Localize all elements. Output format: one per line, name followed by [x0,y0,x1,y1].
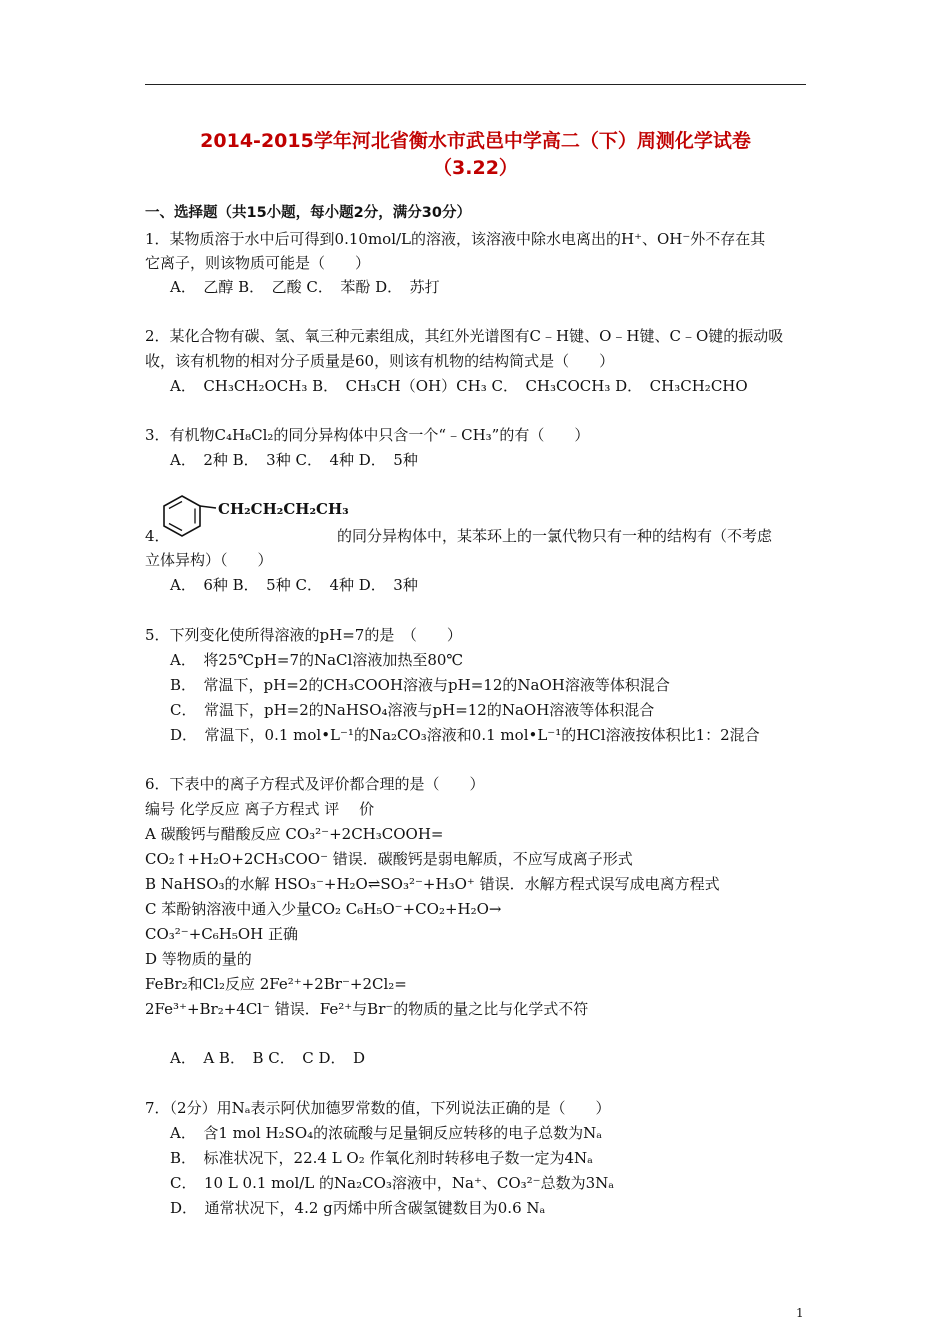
q6-row-d-line3: 2Fe³⁺+Br₂+4Cl⁻ 错误．Fe²⁺与Br⁻的物质的量之比与化学式不符 [145,1000,589,1018]
q7-option-b: B． 标准状况下，22.4 L O₂ 作氧化剂时转移电子数一定为4Nₐ [170,1149,593,1167]
q6-options: A． A B． B C． C D． D [170,1049,366,1067]
q5-option-a: A． 将25℃pH=7的NaCl溶液加热至80℃ [170,651,464,669]
q2-options: A． CH₃CH₂OCH₃ B． CH₃CH（OH）CH₃ C． CH₃COCH₃ D． CH₃CH₂CHO [170,377,748,395]
q7-option-a: A． 含1 mol H₂SO₄的浓硫酸与足量铜反应转移的电子总数为Nₐ [170,1124,603,1142]
q1-stem-line1: 1．某物质溶于水中后可得到0.10mol/L的溶液，该溶液中除水电离出的H⁺、OH⁻外不存在其 [145,230,766,248]
q4-options: A． 6种 B． 5种 C． 4种 D． 3种 [170,576,418,594]
page-number: 1 [796,1306,804,1320]
q1-stem-line2: 它离子，则该物质可能是（ ） [145,254,371,272]
q2-stem-line2: 收，该有机物的相对分子质量是60，则该有机物的结构简式是（ ） [145,352,615,370]
section-heading: 一、选择题（共15小题，每小题2分，满分30分） [145,205,471,221]
q7-option-c: C． 10 L 0.1 mol/L 的Na₂CO₃溶液中，Na⁺、CO₃²⁻总数为3Nₐ [170,1174,615,1192]
q6-row-c-line2: CO₃²⁻+C₆H₅OH 正确 [145,925,299,943]
q5-option-d: D． 常温下，0.1 mol•L⁻¹的Na₂CO₃溶液和0.1 mol•L⁻¹的HCl溶液按体积比1：2混合 [170,726,760,744]
q3-stem: 3．有机物C₄H₈Cl₂的同分异构体中只含一个“﹣CH₃”的有（ ） [145,426,590,444]
side-chain-bond [200,506,216,508]
q7-option-d: D． 通常状况下，4.2 g丙烯中所含碳氢键数目为0.6 Nₐ [170,1199,546,1217]
q6-row-a-line2: CO₂↑+H₂O+2CH₃COO⁻ 错误．碳酸钙是弱电解质，不应写成离子形式 [145,850,633,868]
q6-row-b: B NaHSO₃的水解 HSO₃⁻+H₂O⇌SO₃²⁻+H₃O⁺ 错误．水解方程式误写成电离方程式 [145,875,720,893]
document-title-date: （3.22） [433,157,518,179]
q6-stem: 6．下表中的离子方程式及评价都合理的是（ ） [145,775,485,793]
q6-row-d-line2: FeBr₂和Cl₂反应 2Fe²⁺+2Br⁻+2Cl₂= [145,975,407,993]
q6-row-a-line1: A 碳酸钙与醋酸反应 CO₃²⁻+2CH₃COOH= [145,825,444,843]
butylbenzene-structure [160,494,350,538]
document-title: 2014-2015学年河北省衡水市武邑中学高二（下）周测化学试卷 [200,130,751,152]
q4-number: 4． [145,527,170,545]
q4-stem-line2: 立体异构）（ ） [145,551,273,569]
q4-stem-line1: 的同分异构体中，某苯环上的一氯代物只有一种的结构有（不考虑 [337,527,773,545]
q6-row-c-line1: C 苯酚钠溶液中通入少量CO₂ C₆H₅O⁻+CO₂+H₂O→ [145,900,502,918]
q1-options: A． 乙醇 B． 乙酸 C． 苯酚 D． 苏打 [170,278,440,296]
q6-row-d-line1: D 等物质的量的 [145,950,252,968]
q5-option-c: C． 常温下，pH=2的NaHSO₄溶液与pH=12的NaOH溶液等体积混合 [170,701,655,719]
q6-table-header: 编号 化学反应 离子方程式 评 价 [145,800,375,818]
q5-option-b: B． 常温下，pH=2的CH₃COOH溶液与pH=12的NaOH溶液等体积混合 [170,676,670,694]
q7-stem: 7．（2分）用Nₐ表示阿伏加德罗常数的值，下列说法正确的是（ ） [145,1099,611,1117]
q3-options: A． 2种 B． 3种 C． 4种 D． 5种 [170,451,418,469]
q2-stem-line1: 2．某化合物有碳、氢、氧三种元素组成，其红外光谱图有C﹣H键、O﹣H键、C﹣O键的振动吸 [145,327,784,345]
q5-stem: 5．下列变化使所得溶液的pH=7的是 （ ） [145,626,462,644]
header-rule [145,84,806,85]
butyl-group-label: CH₂CH₂CH₂CH₃ [218,500,349,518]
